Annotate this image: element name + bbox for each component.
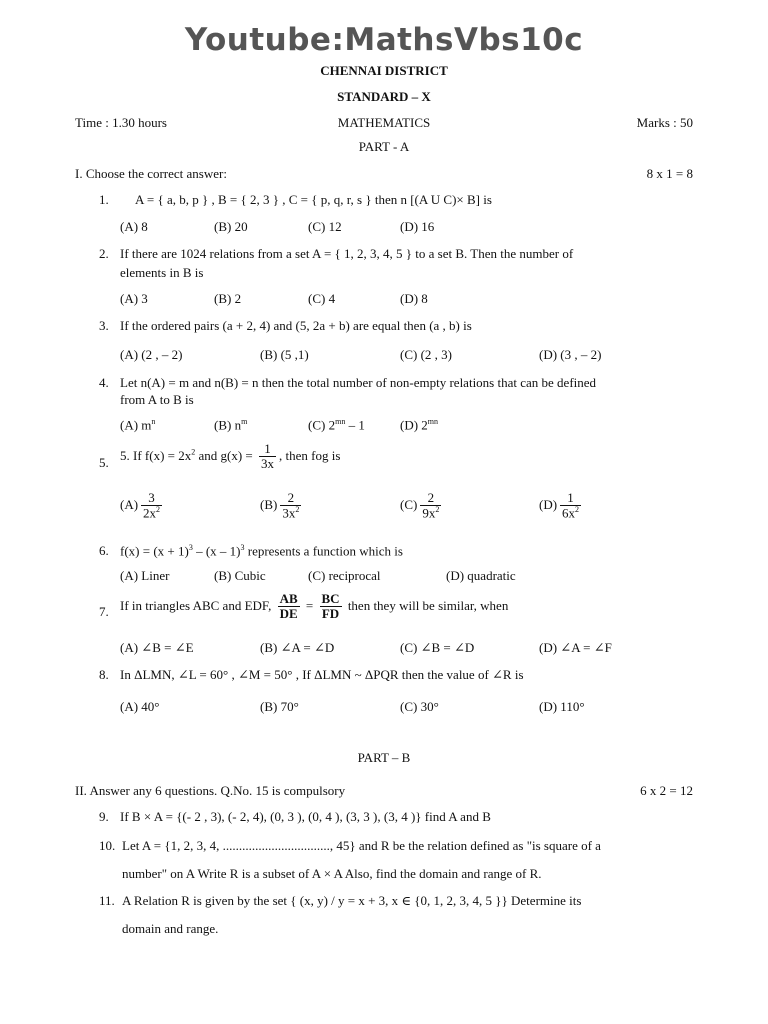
q4-text-line2: from A to B is xyxy=(120,392,194,407)
q11-number: 11. xyxy=(99,893,115,908)
q10-text-line1: Let A = {1, 2, 3, 4, ................................., 45} and R be the relation defined as "is square of a xyxy=(122,838,601,853)
q6-option-d: (D) quadratic xyxy=(446,568,516,583)
q1-option-a: (A) 8 xyxy=(120,219,148,234)
q10-text-line2: number" on A Write R is a subset of A × A Also, find the domain and range of R. xyxy=(122,866,542,881)
q5-option-a: (A) $\frac{3}{2x^2}$ xyxy=(120,490,161,521)
q3-text: If the ordered pairs (a + 2, 4) and (5, 2a + b) are equal then (a , b) is xyxy=(120,318,472,333)
q7-option-a: (A) ∠B = ∠E xyxy=(120,640,194,655)
time-label: Time : 1.30 hours xyxy=(75,115,167,130)
q3-option-c: (C) (2 , 3) xyxy=(400,347,452,362)
section1-marks: 8 x 1 = 8 xyxy=(646,166,693,181)
part-a-heading: PART - A xyxy=(358,139,410,154)
q5-number: 5. xyxy=(99,455,109,470)
marks-label: Marks : 50 xyxy=(636,115,693,130)
q2-number: 2. xyxy=(99,246,109,261)
q1-text: A = { a, b, p } , B = { 2, 3 } , C = { p, q, r, s } then n [(A U C)× B] is xyxy=(135,192,492,207)
q6-option-b: (B) Cubic xyxy=(214,568,266,583)
q4-option-b: (B) $n^m$ xyxy=(214,417,248,433)
q2-option-c: (C) 4 xyxy=(308,291,336,306)
q1-number: 1. xyxy=(99,192,109,207)
q8-number: 8. xyxy=(99,667,109,682)
q4-number: 4. xyxy=(99,375,109,390)
subject-label: MATHEMATICS xyxy=(337,115,431,130)
q2-option-d: (D) 8 xyxy=(400,291,428,306)
q9-text: If B × A = {(- 2 , 3), (- 2, 4), (0, 3 ), (0, 4 ), (3, 3 ), (3, 4 )} find A and B xyxy=(120,809,491,824)
q7-option-d: (D) ∠A = ∠F xyxy=(539,640,612,655)
section2-title: II. Answer any 6 questions. Q.No. 15 is compulsory xyxy=(75,783,346,798)
q6-number: 6. xyxy=(99,543,109,558)
q1-option-b: (B) 20 xyxy=(214,219,248,234)
q6-text: $f(x) = (x + 1)^3 - (x - 1)^3$ represents a function which is xyxy=(120,543,403,559)
q3-number: 3. xyxy=(99,318,109,333)
q5-option-d: (D) $\frac{1}{6x^2}$ xyxy=(539,490,580,521)
q4-option-c: (C) $2^{mn} - 1$ xyxy=(308,417,365,433)
q5-fraction: $\frac{1}{3x}$ xyxy=(261,441,274,472)
q1-option-c: (C) 12 xyxy=(308,219,342,234)
district-heading: CHENNAI DISTRICT xyxy=(320,63,448,78)
q11-text-line2: domain and range. xyxy=(122,921,219,936)
q9-number: 9. xyxy=(99,809,109,824)
q5-option-c: (C) $\frac{2}{9x^2}$ xyxy=(400,490,440,521)
q11-text-line1: A Relation R is given by the set { (x, y) / y = x + 3, x ∈ {0, 1, 2, 3, 4, 5 }} Determine its xyxy=(122,893,582,908)
section2-marks: 6 x 2 = 12 xyxy=(640,783,693,798)
q3-option-a: (A) (2 , – 2) xyxy=(120,347,183,362)
q2-option-b: (B) 2 xyxy=(214,291,242,306)
q8-text: In ΔLMN, ∠L = 60° , ∠M = 50° , If ΔLMN ~ ΔPQR then the value of ∠R is xyxy=(120,667,524,682)
q7-text: If in triangles ABC and EDF, $\frac{AB}{DE}$ = $\frac{BC}{FD}$ then they will be similar, when xyxy=(120,591,509,622)
standard-heading: STANDARD – X xyxy=(337,89,431,104)
q8-option-c: (C) 30° xyxy=(400,699,439,714)
q8-option-b: (B) 70° xyxy=(260,699,299,714)
q3-option-d: (D) (3 , – 2) xyxy=(539,347,602,362)
q1-option-d: (D) 16 xyxy=(400,219,435,234)
q2-text-line2: elements in B is xyxy=(120,265,204,280)
q4-option-a: (A) $m^n$ xyxy=(120,417,156,433)
q8-option-d: (D) 110° xyxy=(539,699,585,714)
q7-option-b: (B) ∠A = ∠D xyxy=(260,640,335,655)
q7-number: 7. xyxy=(99,604,109,619)
q8-option-a: (A) 40° xyxy=(120,699,160,714)
q2-option-a: (A) 3 xyxy=(120,291,148,306)
q5-text: 5. If $f(x) = 2x^2$ and g(x) = $\frac{1}{3x}$ , then fog is xyxy=(120,441,341,472)
q4-text-line1: Let n(A) = m and n(B) = n then the total number of non-empty relations that can be defined xyxy=(120,375,597,390)
q3-option-b: (B) (5 ,1) xyxy=(260,347,309,362)
q6-option-a: (A) Liner xyxy=(120,568,170,583)
q5-option-b: (B) $\frac{2}{3x^2}$ xyxy=(260,490,300,521)
q2-text-line1: If there are 1024 relations from a set A = { 1, 2, 3, 4, 5 } to a set B. Then the number of xyxy=(120,246,574,261)
part-b-heading: PART – B xyxy=(357,750,411,765)
q6-option-c: (C) reciprocal xyxy=(308,568,381,583)
watermark: Youtube:MathsVbs10c xyxy=(184,22,584,58)
q7-option-c: (C) ∠B = ∠D xyxy=(400,640,475,655)
section1-title: I. Choose the correct answer: xyxy=(75,166,227,181)
q10-number: 10. xyxy=(99,838,116,853)
q4-option-d: (D) $2^{mn}$ xyxy=(400,417,439,433)
